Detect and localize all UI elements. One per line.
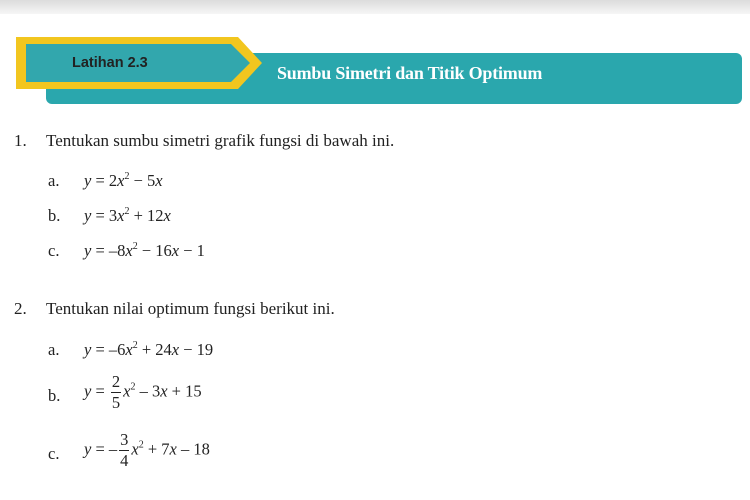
item-letter: b.: [48, 386, 61, 405]
exercise-tag-label: Latihan 2.3: [72, 55, 148, 71]
q2-item-a: [48, 340, 448, 364]
item-letter: b.: [48, 206, 61, 225]
q1-item-b: [48, 206, 448, 230]
fraction: [119, 432, 129, 469]
fraction-numerator: 2: [111, 372, 121, 391]
question-number: 2.: [14, 299, 27, 318]
question-text: Tentukan nilai optimum fungsi berikut ini.: [46, 299, 335, 318]
fraction-denominator: 4: [120, 450, 129, 470]
equation: $y = -8x^2 - 16x - 1$: [84, 241, 205, 260]
banner-title: Sumbu Simetri dan Titik Optimum: [277, 63, 543, 83]
question-2: [14, 299, 714, 323]
question-number: 1.: [14, 131, 27, 150]
fraction: [111, 374, 121, 411]
equation: $y = -6x^2 + 24x - 19$: [84, 340, 214, 359]
q1-item-c: [48, 241, 448, 265]
item-letter: c.: [48, 444, 60, 463]
exercise-banner: [0, 0, 750, 110]
q1-item-a: [48, 171, 448, 195]
equation: y = – $\frac{3}{4}$ $x^2 + 7x - 18$: [84, 430, 210, 470]
item-letter: a.: [48, 171, 60, 190]
equation: y = $\frac{2}{5}$ $x^2 - 3x + 15$: [84, 372, 202, 412]
question-text: Tentukan sumbu simetri grafik fungsi di bawah ini.: [46, 131, 395, 150]
equation: $y = 2x^2 - 5x$: [84, 171, 163, 190]
exercise-tag: [16, 37, 266, 89]
equation: $y = 3x^2 + 12x$: [84, 206, 171, 225]
q2-item-c: [48, 432, 448, 478]
fraction-denominator: 5: [111, 392, 121, 412]
question-1: [14, 131, 714, 155]
item-letter: c.: [48, 241, 60, 260]
fraction-numerator: 3: [120, 430, 129, 449]
item-letter: a.: [48, 340, 60, 359]
q2-item-b: [48, 374, 448, 418]
